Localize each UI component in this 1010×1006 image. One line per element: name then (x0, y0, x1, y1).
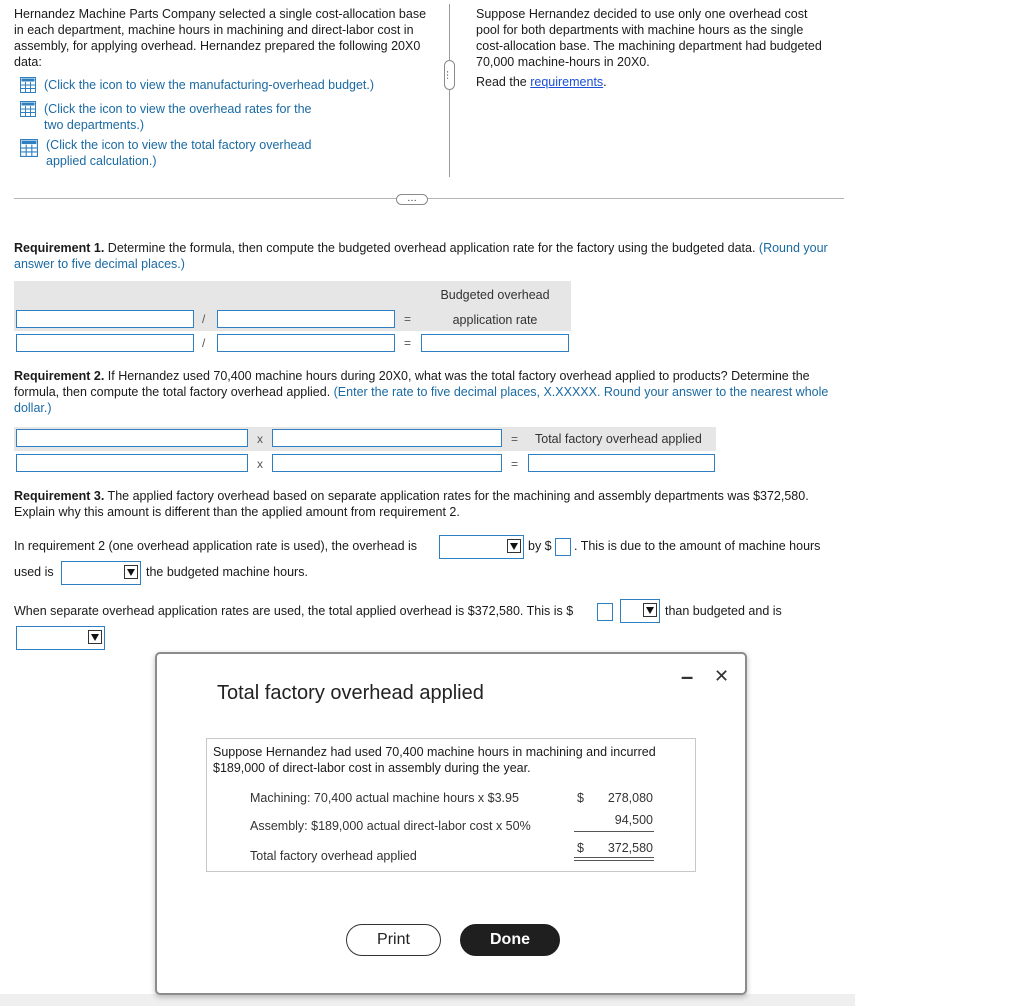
done-button[interactable]: Done (460, 924, 560, 956)
total-row-label: Total factory overhead applied (250, 849, 417, 863)
close-icon[interactable]: ✕ (714, 666, 730, 686)
overhead-budget-link[interactable] (20, 77, 420, 93)
horizontal-divider (14, 198, 844, 199)
machine-hours-comparison-dropdown[interactable] (61, 561, 141, 585)
divide-operator: / (202, 312, 206, 326)
separate-rate-difference-input[interactable] (597, 603, 613, 621)
req2-result-label: Total factory overhead applied (535, 432, 702, 446)
table-icon[interactable] (20, 77, 36, 93)
divide-operator: / (202, 336, 206, 350)
total-overhead-link-text[interactable]: (Click the icon to view the total factory overhead applied calculation.) (46, 138, 312, 168)
overhead-budget-link-text[interactable]: (Click the icon to view the manufacturing-overhead budget.) (44, 78, 375, 92)
req1-result-label: Budgeted overhead application rate (440, 288, 550, 327)
table-icon[interactable] (20, 101, 36, 117)
requirement-1-text: Requirement 1. Determine the formula, then compute the budgeted overhead application rate for the factory using the budgeted data. (Round your answer to five decimal places.) (14, 241, 828, 271)
req1-rate-result-input[interactable] (421, 334, 569, 352)
equals-operator: = (511, 457, 519, 471)
overhead-rates-link[interactable] (20, 101, 340, 133)
machining-row-label: Machining: 70,400 actual machine hours x $3.95 (250, 791, 519, 805)
chevron-down-icon[interactable] (88, 630, 102, 644)
vertical-resize-handle[interactable]: … (444, 60, 455, 90)
total-overhead-modal (155, 652, 747, 995)
req3-line2-b: the budgeted machine hours. (146, 565, 308, 579)
calculation-panel (206, 738, 696, 872)
req3-line3-b: than budgeted and is (665, 604, 782, 618)
req3-line1-c: . This is due to the amount of machine hours (574, 539, 821, 553)
intro-text: Hernandez Machine Parts Company selected a single cost-allocation base in each department, machine hours in machining and direct-labor cost in assembly, for applying overhead. Hernandez prepared the following 20X0 data: (14, 7, 427, 69)
total-row-currency: $ (577, 841, 584, 855)
req3-line1-a: In requirement 2 (one overhead application rate is used), the overhead is (14, 539, 418, 553)
req2-factor1-value-input[interactable] (16, 454, 248, 472)
req1-denominator-value-input[interactable] (217, 334, 395, 352)
print-button[interactable]: Print (346, 924, 441, 956)
req2-total-result-input[interactable] (528, 454, 715, 472)
assembly-row-label: Assembly: $189,000 actual direct-labor cost x 50% (250, 819, 531, 833)
total-double-rule (574, 857, 654, 861)
modal-title: Total factory overhead applied (217, 682, 484, 704)
req1-denominator-label-input[interactable] (217, 310, 395, 328)
requirements-link[interactable]: requirements (530, 75, 604, 89)
equals-operator: = (404, 336, 412, 350)
machining-row-amount: 278,080 (607, 791, 653, 805)
overhead-rates-link-text[interactable]: (Click the icon to view the overhead rates for the two departments.) (44, 102, 312, 132)
req2-factor2-label-input[interactable] (272, 429, 502, 447)
minimize-icon[interactable]: – (681, 664, 694, 689)
read-requirements-line: Read the requirements. (476, 75, 607, 89)
machining-row-currency: $ (577, 791, 584, 805)
chevron-down-icon[interactable] (643, 603, 657, 617)
table-icon[interactable] (20, 137, 38, 159)
total-row-amount: 372,580 (607, 841, 653, 855)
req3-line3-a: When separate overhead application rates are used, the total applied overhead is $372,580. This is $ (14, 604, 574, 618)
total-overhead-link[interactable] (20, 137, 340, 169)
req3-line1-b: by $ (528, 539, 552, 553)
req2-factor2-value-input[interactable] (272, 454, 502, 472)
equals-operator: = (404, 312, 412, 326)
req3-line2-a: used is (14, 565, 54, 579)
chevron-down-icon[interactable] (124, 565, 138, 579)
equals-operator: = (511, 432, 519, 446)
bottom-scroll-strip (0, 994, 855, 1006)
requirement-2-text: Requirement 2. If Hernandez used 70,400 machine hours during 20X0, what was the total factory overhead applied to products? Determine the formula, then compute the total factory overhead applied. (Enter the rate to five decimal places, X.XXXXX. Round your answer to the nearest whole dollar.) (14, 369, 829, 415)
vertical-divider (449, 4, 450, 177)
chevron-down-icon[interactable] (507, 539, 521, 553)
req1-numerator-value-input[interactable] (16, 334, 194, 352)
explanation-dropdown[interactable] (16, 626, 105, 650)
multiply-operator: x (257, 457, 263, 471)
req1-numerator-label-input[interactable] (16, 310, 194, 328)
overhead-difference-input[interactable] (555, 538, 571, 556)
multiply-operator: x (257, 432, 263, 446)
overhead-direction-dropdown[interactable] (439, 535, 524, 559)
requirement-3-text: Requirement 3. The applied factory overhead based on separate application rates for the machining and assembly departments was $372,580. Explain why this amount is different than the applied amount from requirement 2. (14, 489, 809, 519)
horizontal-resize-handle[interactable]: … (396, 194, 428, 205)
assembly-row-amount: 94,500 (614, 813, 653, 827)
scenario-text: Suppose Hernandez decided to use only one overhead cost pool for both departments with machine hours as the single cost-allocation base. The machining department had budgeted 70,000 machine-hours in 20X0. (476, 7, 822, 69)
calculation-description: Suppose Hernandez had used 70,400 machine hours in machining and incurred $189,000 of direct-labor cost in assembly during the year. (213, 745, 656, 775)
req2-factor1-label-input[interactable] (16, 429, 248, 447)
subtotal-rule (574, 831, 654, 832)
budget-comparison-dropdown[interactable] (620, 599, 660, 623)
